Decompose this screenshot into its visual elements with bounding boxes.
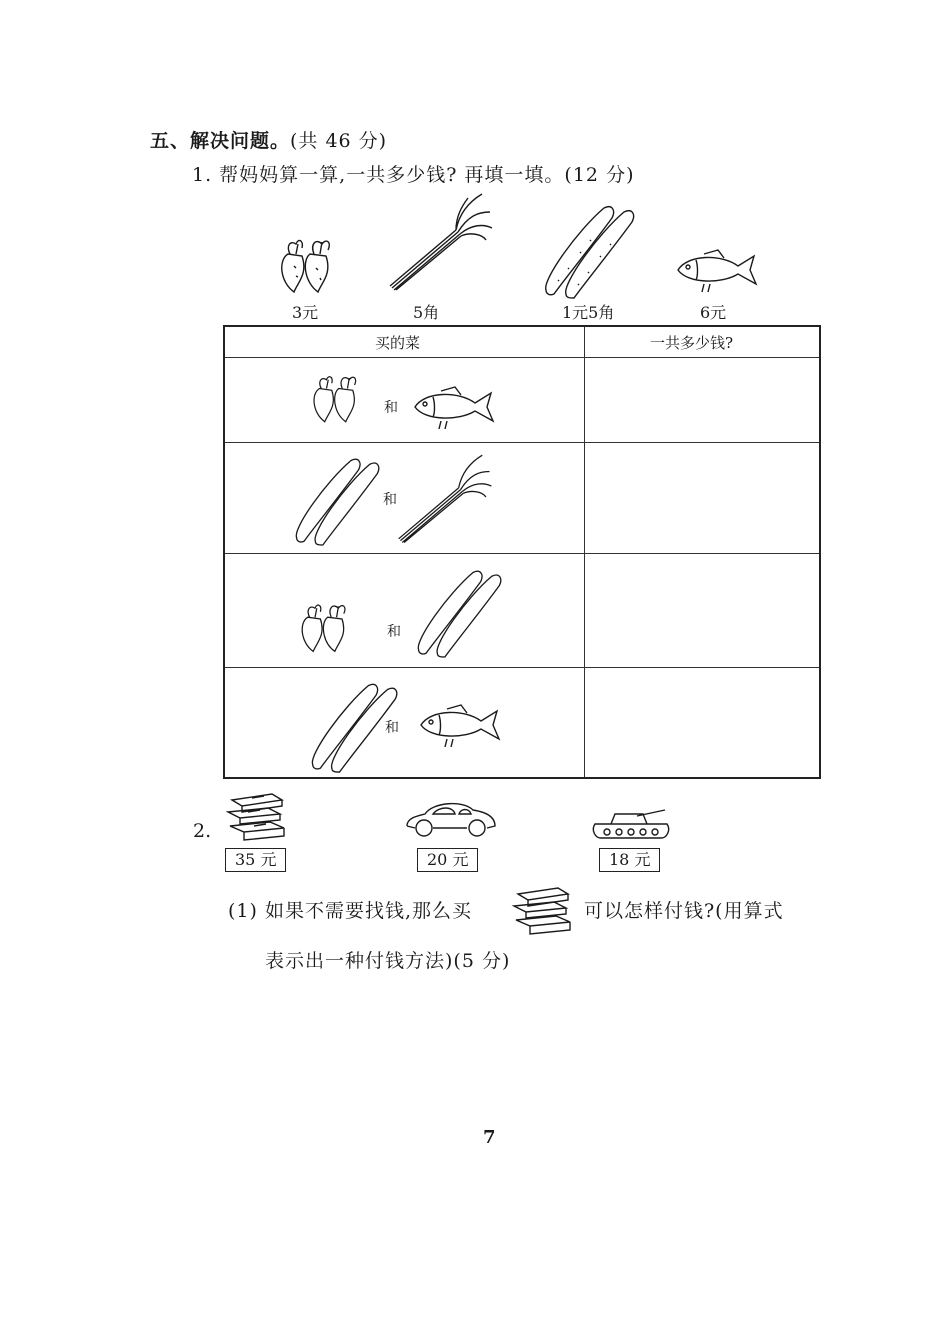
subquestion-1-part-1: (1) 如果不需要找钱,那么买 [228,900,472,922]
question-1-text: 1. 帮妈妈算一算,一共多少钱? 再填一填。(12 分) [192,164,635,186]
table-row-divider [225,553,819,554]
subquestion-1-part-2: 可以怎样付钱?(用算式 [584,900,784,922]
purchase-table [223,325,821,779]
price-box-car: 20 元 [417,848,478,872]
scallion-icon [386,190,496,290]
and-label: 和 [385,720,399,736]
loofah-icon [411,565,505,657]
fish-icon [674,248,760,294]
books-icon [224,790,290,844]
table-row-divider [225,667,819,668]
tank-icon [589,804,673,842]
books-icon [510,884,576,938]
price-loofah: 1元5角 [562,303,615,322]
section-title [150,126,387,153]
price-box-tank: 18 元 [599,848,660,872]
section-points: (共 46 分) [290,130,388,152]
table-row-divider [225,442,819,443]
and-label: 和 [383,492,397,508]
loofah-icon [538,200,638,298]
loofah-icon [289,453,383,545]
car-icon [403,796,499,840]
subquestion-1-line-1 [228,896,472,923]
scallion-icon [395,449,495,545]
answer-cell[interactable] [587,669,819,777]
header-total-cost: 一共多少钱? [650,334,734,352]
question-2-number: 2. [193,820,212,842]
radish-icon [297,599,369,657]
and-label: 和 [384,400,398,416]
header-items-bought: 买的菜 [375,334,421,352]
fish-icon [417,703,503,749]
table-header-divider [225,357,819,358]
section-title-text: 五、解决问题。 [150,130,291,152]
answer-cell[interactable] [587,359,819,441]
subquestion-1-line-2: 表示出一种付钱方法)(5 分) [265,950,511,972]
fish-icon [411,385,497,431]
price-radish: 3元 [292,303,319,322]
answer-cell[interactable] [587,555,819,665]
answer-cell[interactable] [587,444,819,552]
and-label: 和 [387,624,401,640]
page-number: 7 [483,1127,496,1148]
price-box-books: 35 元 [225,848,286,872]
table-column-divider [584,327,585,777]
price-scallion: 5角 [413,303,440,322]
price-fish: 6元 [700,303,727,322]
radish-icon [309,371,379,427]
radish-icon [276,236,356,296]
